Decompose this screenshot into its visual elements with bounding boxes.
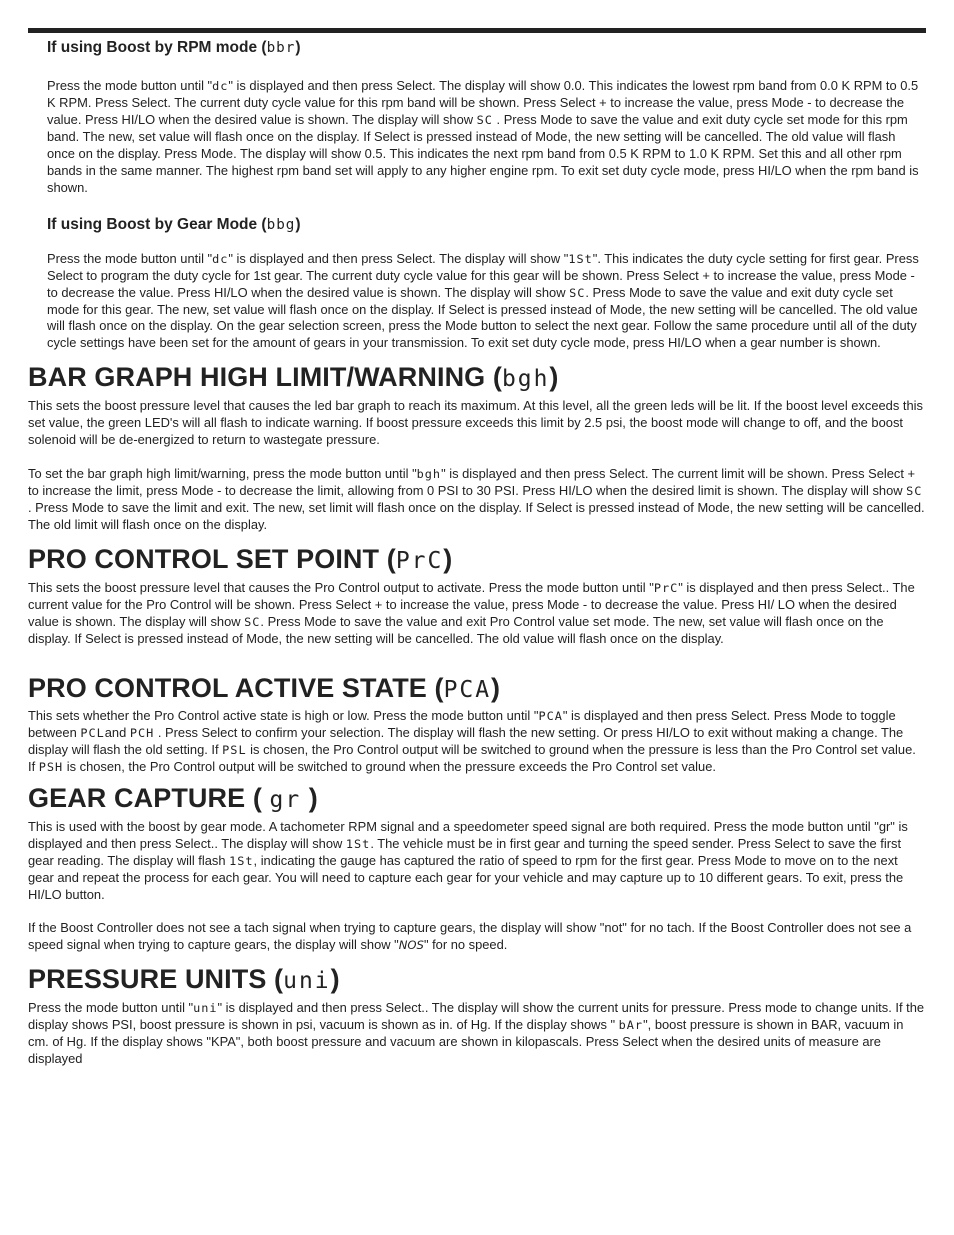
psl-display-glyph: PSL bbox=[222, 742, 247, 757]
section-pro-control-active-state bbox=[28, 671, 926, 776]
pca-display-glyph: PCA bbox=[538, 708, 563, 723]
rpm-mode-text: Press the mode button until "dc" is displayed and then press Select. The display will show 0.0. This indicates the lowest rpm band from 0.0 K RPM to 0.5 K RPM. Press Select. The current duty cycle value for this rpm band will be shown. Press Select + to increase the value, press Mode - to decrease the value. Press HI/LO when the desired value is shown. The display will show SC . Press Mode to save the value and exit duty cycle set mode for this rpm band. The new, set value will flash once on the display. If Select is pressed instead of Mode, the new setting will be cancelled. The old value will flash once on the display. Press Mode. The display will show 0.5. This indicates the next rpm band from 0.5 K RPM to 1.0 K RPM. Set this and all other rpm bands in the same manner. The highest rpm band set will apply to any higher engine rpm. To exit set duty cycle mode, press HI/LO when the rpm band is shown. bbox=[47, 78, 919, 195]
dc-display-glyph: dc bbox=[212, 79, 229, 93]
nos-display-glyph: NOS bbox=[398, 938, 424, 953]
bar-graph-text-1: This sets the boost pressure level that causes the led bar graph to reach its maximum. At this level, all the green leds will be lit. If the boost level exceeds this set value, the green LED's will all flash to indicate warning. If boost pressure exceeds this limit by 2.5 psi, the boost mode will change to off, and the boost solenoid will be de-energized to return to wastegate pressure. bbox=[28, 398, 923, 448]
bar-graph-text-2: To set the bar graph high limit/warning, press the mode button until "bgh" is displayed and then press Select. The current limit will be shown. Press Select + to increase the limit, press Mode - to decrease the limit, allowing from 0 PSI to 30 PSI. Press HI/LO when the desired limit is shown. The display will show SC . Press Mode to save the limit and exit. The new, set limit will flash once on the display. If Select is pressed instead of Mode, the new setting will be cancelled. The old limit will flash once on the display. bbox=[28, 466, 925, 533]
sc-display-glyph: SC bbox=[906, 484, 923, 499]
pcl-display-glyph: PCL bbox=[80, 725, 105, 740]
bgh-display-glyph: bgh bbox=[501, 366, 550, 393]
pca-display-glyph: PCA bbox=[443, 676, 492, 703]
bbr-display-glyph: bbr bbox=[266, 40, 296, 56]
bgh-display-glyph: bgh bbox=[416, 467, 442, 482]
1st-display-glyph: 1St bbox=[568, 251, 593, 266]
bar-display-glyph: bAr bbox=[618, 1018, 644, 1033]
section-pressure-units bbox=[28, 962, 926, 1068]
pro-set-text: This sets the boost pressure level that causes the Pro Control output to activate. Press the mode button until "PrC" is displayed and then press Select.. The current value for the Pro Control will be shown. Press Select + to increase the value, press Mode - to decrease the value. Press HI/ LO when the desired value is shown. The display will show SC. Press Mode to save the value and exit Pro Control value set mode. The new, set value will flash once on the display. If Select is pressed instead of Mode, the new setting will be cancelled. The old value will flash once on the display. bbox=[28, 580, 915, 646]
section-boost-by-gear bbox=[47, 215, 926, 353]
sc-display-glyph: SC bbox=[244, 614, 261, 629]
sc-display-glyph: SC bbox=[476, 112, 493, 127]
rpm-mode-heading: If using Boost by RPM mode (bbr) bbox=[47, 39, 301, 56]
top-rule bbox=[28, 28, 926, 33]
gear-mode-heading: If using Boost by Gear Mode (bbg) bbox=[47, 215, 301, 233]
sc-display-glyph: SC bbox=[569, 285, 586, 300]
pch-display-glyph: PCH bbox=[129, 725, 155, 740]
1st-display-glyph: 1St bbox=[229, 853, 254, 868]
section-boost-by-rpm bbox=[47, 38, 926, 197]
section-pro-control-set-point bbox=[28, 542, 926, 648]
prc-display-glyph: PrC bbox=[653, 581, 679, 596]
gear-capture-text-1: This is used with the boost by gear mode. A tachometer RPM signal and a speedometer speed signal are both required. Press the mode button until "gr" is displayed and then press Select.. The display will show 1St. The vehicle must be in first gear and turning the speed sender. Press Select to save the first gear reading. The display will flash 1St, indicating the gauge has captured the ratio of speed to rpm for the first gear. Press Mode to move on to the next gear and repeat the process for each gear. You will need to capture each gear for your vehicle and may capture up to 10 different gears. To exit, press the HI/LO button. bbox=[28, 818, 908, 902]
units-heading: PRESSURE UNITS (uni) bbox=[28, 964, 340, 995]
uni-display-glyph: uni bbox=[283, 968, 331, 995]
uni-display-glyph: uni bbox=[193, 1001, 218, 1016]
gear-mode-text: Press the mode button until "dc" is displayed and then press Select. The display will show "1St". This indicates the duty cycle setting for first gear. Press Select to program the duty cycle for 1st gear. The current duty cycle value for this gear will be shown. Press Select + to increase the value, press Mode - to decrease the value. Press HI/LO when the desired value is shown. The display will show SC. Press Mode to save the value and exit duty cycle set mode for this gear. The new, set value will flash once on the display. If Select is pressed instead of Mode, the new setting will be cancelled. The old value will flash once on the display. On the gear selection screen, press the Mode button to select the next gear. Follow the same procedure until all of the duty cycle settings have been set for the amount of gears in your transmission. To exit set duty cycle mode, press HI/LO when a gear number is shown. bbox=[47, 250, 919, 351]
section-bar-graph bbox=[28, 360, 926, 534]
units-text: Press the mode button until "uni" is displayed and then press Select.. The display will show the current units for pressure. Press mode to change units. If the display shows PSI, boost pressure is shown in psi, vacuum is shown as in. of Hg. If the display shows " bAr", boost pressure is shown in BAR, vacuum in cm. of Hg. If the display shows "KPA", both boost pressure and vacuum are shown in kilopascals. Press Select when the desired units of measure are displayed bbox=[28, 1000, 925, 1067]
gear-capture-text-2: If the Boost Controller does not see a tach signal when trying to capture gears, the display will show "not" for no tach. If the Boost Controller does not see a speed signal when trying to capture gears, the display will show "NOS" for no speed. bbox=[28, 920, 912, 953]
content bbox=[28, 38, 926, 1068]
dc-display-glyph: dc bbox=[212, 251, 229, 266]
section-gear-capture bbox=[28, 781, 926, 955]
prc-display-glyph: PrC bbox=[395, 548, 444, 575]
pro-set-heading: PRO CONTROL SET POINT (PrC) bbox=[28, 544, 453, 575]
psh-display-glyph: PSH bbox=[38, 759, 64, 774]
1st-display-glyph: 1St bbox=[345, 836, 371, 851]
pro-active-heading: PRO CONTROL ACTIVE STATE (PCA) bbox=[28, 672, 501, 703]
gr-display-glyph: gr bbox=[269, 786, 302, 813]
bar-graph-heading: BAR GRAPH HIGH LIMIT/WARNING (bgh) bbox=[28, 362, 559, 393]
pro-active-text: This sets whether the Pro Control active state is high or low. Press the mode button until "PCA" is displayed and then press Select. Press Mode to toggle between PCLand PCH . Press Select to confirm your selection. The display will flash the new setting. Or press HI/LO to exit without making a change. The display will flash the old setting. If PSL is chosen, the Pro Control output will be switched to ground when the pressure is less than the Pro Control set value. If PSH is chosen, the Pro Control output will be switched to ground when the pressure exceeds the Pro Control set value. bbox=[28, 707, 916, 774]
bbg-display-glyph: bbg bbox=[266, 216, 296, 233]
gear-capture-heading: GEAR CAPTURE ( gr ) bbox=[28, 782, 318, 813]
